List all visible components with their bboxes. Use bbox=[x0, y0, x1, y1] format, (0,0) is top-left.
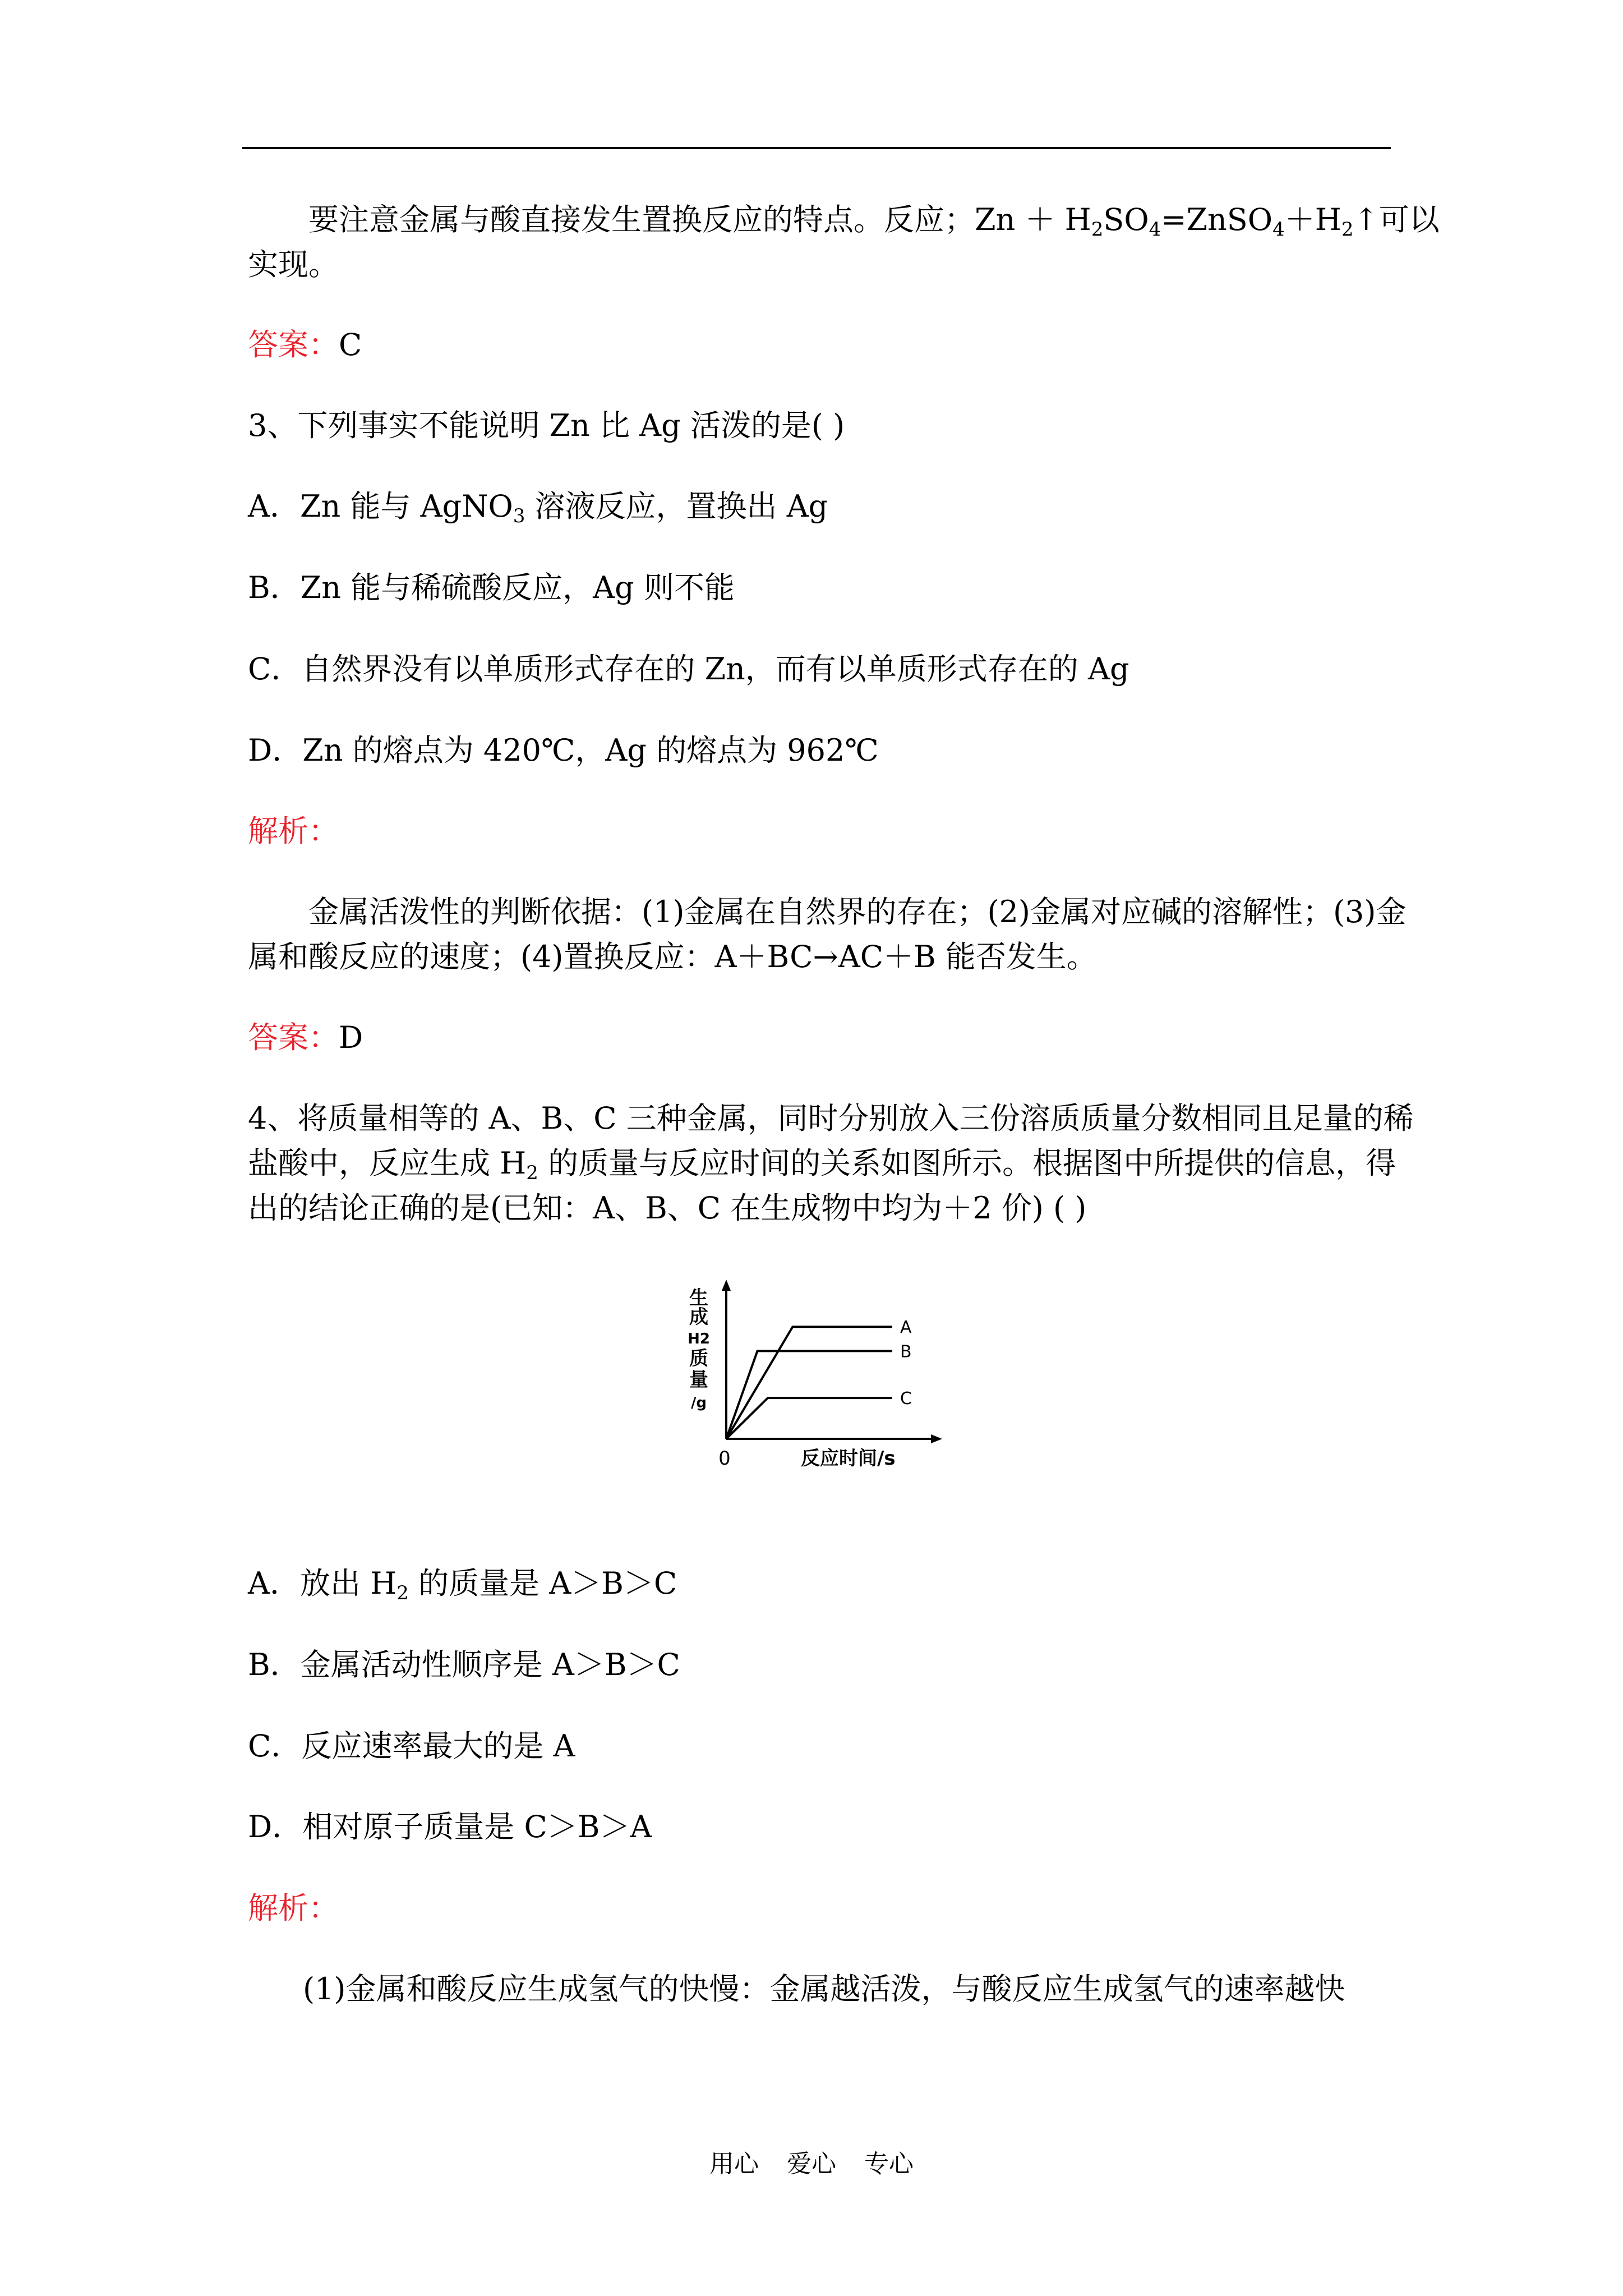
q4-analysis-line1: (1)金属和酸反应生成氢气的快慢：金属越活泼，与酸反应生成氢气的速率越快 bbox=[303, 1971, 1345, 2007]
answer-2 bbox=[248, 325, 1392, 365]
footer-item: 专心 bbox=[864, 2150, 914, 2178]
q3-option-b: B．Zn 能与稀硫酸反应，Ag 则不能 bbox=[248, 570, 735, 605]
chart-ylabel bbox=[688, 1287, 710, 1411]
q3-option-c: C．自然界没有以单质形式存在的 Zn，而有以单质形式存在的 Ag bbox=[248, 651, 1129, 687]
answer-value: D bbox=[339, 1020, 363, 1055]
ylabel-char: 质 bbox=[689, 1347, 708, 1370]
chart-xlabel: 反应时间/s bbox=[801, 1447, 896, 1470]
prev-explanation-line1: 要注意金属与酸直接发生置换反应的特点。反应；$Zn + H_2SO_4=ZnSO_4+H_2↑$可以 bbox=[308, 202, 1440, 241]
ylabel-char: /g bbox=[690, 1395, 707, 1411]
header-rule bbox=[242, 147, 1391, 149]
prev-explanation-line2: 实现。 bbox=[248, 247, 339, 282]
q4-analysis-label: 解析： bbox=[248, 1890, 339, 1926]
series-label-b: B bbox=[900, 1342, 912, 1362]
q3-option-a: A．Zn 能与 AgNO$_3$ 溶液反应，置换出 Ag bbox=[248, 489, 828, 527]
q3-option-d: D．Zn 的熔点为 420℃，Ag 的熔点为 962℃ bbox=[248, 733, 879, 768]
h2-mass-chart bbox=[679, 1276, 948, 1484]
x-axis-arrow bbox=[931, 1434, 942, 1443]
answer-label: 答案： bbox=[248, 1020, 339, 1055]
q3-answer bbox=[248, 1018, 1392, 1058]
origin-label: 0 bbox=[718, 1447, 731, 1470]
series-line-a bbox=[726, 1327, 892, 1439]
ylabel-char: 量 bbox=[689, 1369, 708, 1391]
series-label-a: A bbox=[900, 1318, 912, 1338]
q4-stem-line3: 出的结论正确的是(已知：A、B、C 在生成物中均为＋2 价) ( ) bbox=[248, 1190, 1087, 1226]
page-footer bbox=[0, 2148, 1623, 2180]
q3-analysis-line2: 属和酸反应的速度；(4)置换反应：A＋BC→AC＋B 能否发生。 bbox=[248, 939, 1097, 974]
ylabel-char: 生 bbox=[689, 1287, 708, 1309]
series-label-c: C bbox=[900, 1389, 912, 1409]
answer-label: 答案： bbox=[248, 327, 339, 362]
q4-option-a: A．放出 $H_2$ 的质量是 A＞B＞C bbox=[248, 1566, 677, 1604]
answer-value: C bbox=[339, 327, 362, 362]
q4-stem-line1: 4、将质量相等的 A、B、C 三种金属，同时分别放入三份溶质质量分数相同且足量的稀 bbox=[248, 1101, 1414, 1136]
ylabel-char: 成 bbox=[689, 1306, 708, 1328]
series-line-c bbox=[726, 1398, 892, 1439]
q4-option-c: C．反应速率最大的是 A bbox=[248, 1728, 575, 1764]
ylabel-char: H2 bbox=[688, 1331, 710, 1347]
q4-stem-line2: 盐酸中，反应生成 $H_2$ 的质量与反应时间的关系如图所示。根据图中所提供的信息，得 bbox=[248, 1145, 1396, 1184]
footer-item: 用心 bbox=[709, 2150, 759, 2178]
q4-option-b: B．金属活动性顺序是 A＞B＞C bbox=[248, 1647, 680, 1682]
footer-item: 爱心 bbox=[787, 2150, 836, 2178]
q4-option-d: D．相对原子质量是 C＞B＞A bbox=[248, 1809, 652, 1844]
q3-analysis-label: 解析： bbox=[248, 813, 339, 849]
q3-analysis-line1: 金属活泼性的判断依据：(1)金属在自然界的存在；(2)金属对应碱的溶解性；(3)金 bbox=[308, 894, 1407, 930]
q3-stem: 3、下列事实不能说明 Zn 比 Ag 活泼的是( ) bbox=[248, 408, 845, 443]
y-axis-arrow bbox=[722, 1280, 731, 1291]
